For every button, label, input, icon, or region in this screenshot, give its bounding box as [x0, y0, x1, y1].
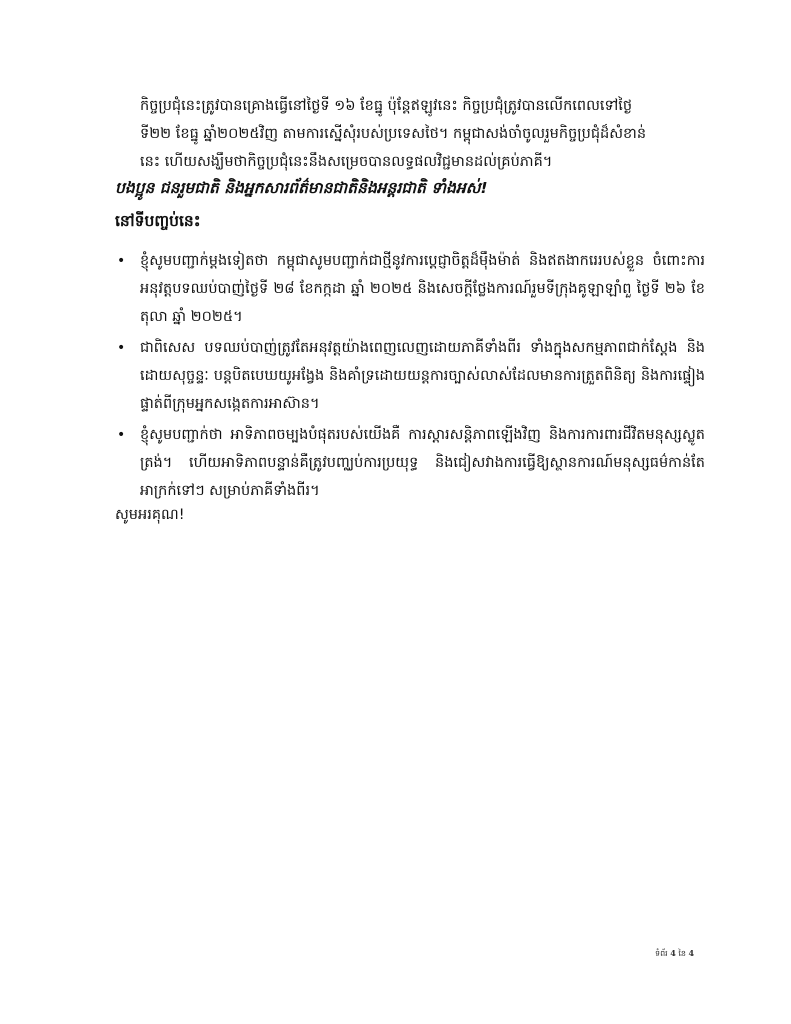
bullet-item [115, 247, 705, 331]
page-number-footer [655, 948, 694, 960]
bullet-icon: • [117, 427, 126, 443]
footer-separator: នៃ [678, 949, 686, 958]
footer-total-pages: 4 [688, 948, 695, 958]
bullet-text: ខ្ញុំសូមបញ្ជាក់ថា អាទិភាពចម្បងបំផុតរបស់យើងគឺ ការស្តារសន្តិភាពឡើងវិញ និងការការពារជីវិតមនុស្សស្លូតត្រង់។ ហើយអាទិភាពបន្ទាន់គឺត្រូវបញ្ឈប់ការប្រយុទ្ធ និងជៀសវាងការធ្វើឱ្យស្ថានការណ៍មនុស្សធម៌កាន់តែអាក្រក់ទៅៗ សម្រាប់ភាគីទាំងពីរ។ [140, 427, 705, 499]
conclusion-heading: នៅទីបញ្ចប់នេះ [115, 212, 201, 230]
intro-line-3: នេះ ហើយសង្ឃឹមថាកិច្ចប្រជុំនេះនឹងសម្រេចបានលទ្ធផលវិជ្ជមានដល់គ្រប់ភាគី។ [140, 154, 553, 170]
intro-line-1: កិច្ចប្រជុំនេះត្រូវបានគ្រោងធ្វើនៅថ្ងៃទី ១៦ ខែធ្នូ ប៉ុន្តែឥឡូវនេះ កិច្ចប្រជុំត្រូវបានលើកពេលទៅថ្ងៃ [140, 98, 633, 114]
conclusion-bullet-list [115, 247, 705, 508]
intro-paragraph [140, 92, 692, 176]
bullet-text: ខ្ញុំសូមបញ្ជាក់ម្តងទៀតថា កម្ពុជាសូមបញ្ជាក់ជាថ្មីនូវការប្តេជ្ញាចិត្តដ៏មុឹងម៉ាត់ និងឥតងាករេរបស់ខ្លួន ចំពោះការអនុវត្តបទឈប់បាញ់ថ្ងៃទី ២៨ ខែកក្កដា ឆ្នាំ ២០២៥ និងសេចក្តីថ្លែងការណ៍រួមទីក្រុងគូឡាឡាំពួ ថ្ងៃទី ២៦ ខែតុលា ឆ្នាំ ២០២៥។ [140, 253, 705, 325]
greeting-heading: បងប្អូន ជនរួមជាតិ និងអ្នកសារព័ត៌មានជាតិនិងអន្តរជាតិ ទាំងអស់! [115, 179, 488, 197]
bullet-item [115, 421, 705, 505]
bullet-item [115, 334, 705, 418]
intro-line-2: ទី២២ ខែធ្នូ ឆ្នាំ២០២៥វិញ តាមការស្នើសុំរបស់ប្រទេសថៃ។ កម្ពុជាសង់ចាំចូលរួមកិច្ចប្រជុំដ៏សំខាន់ [140, 126, 647, 142]
bullet-text: ជាពិសេស បទឈប់បាញ់ត្រូវតែអនុវត្តយ៉ាងពេញលេញដោយភាគីទាំងពីរ ទាំងក្នុងសកម្មភាពជាក់ស្តែង និងដោយសុច្ចន្ទៈ បន្តបិតបេឃយូអង្វែង និងគាំទ្រដោយយន្តការច្បាស់លាស់ដែលមានការត្រួតពិនិត្យ និងការផ្ទៀងផ្ទាត់ពីក្រុមអ្នកសង្កេតការអាស៊ាន។ [140, 340, 705, 412]
footer-page-number: 4 [670, 948, 676, 958]
closing-thanks: សូមអរគុណ! [115, 507, 185, 523]
bullet-icon: • [117, 340, 126, 356]
footer-prefix: ទំព័រ [655, 949, 668, 958]
bullet-icon: • [117, 253, 126, 269]
